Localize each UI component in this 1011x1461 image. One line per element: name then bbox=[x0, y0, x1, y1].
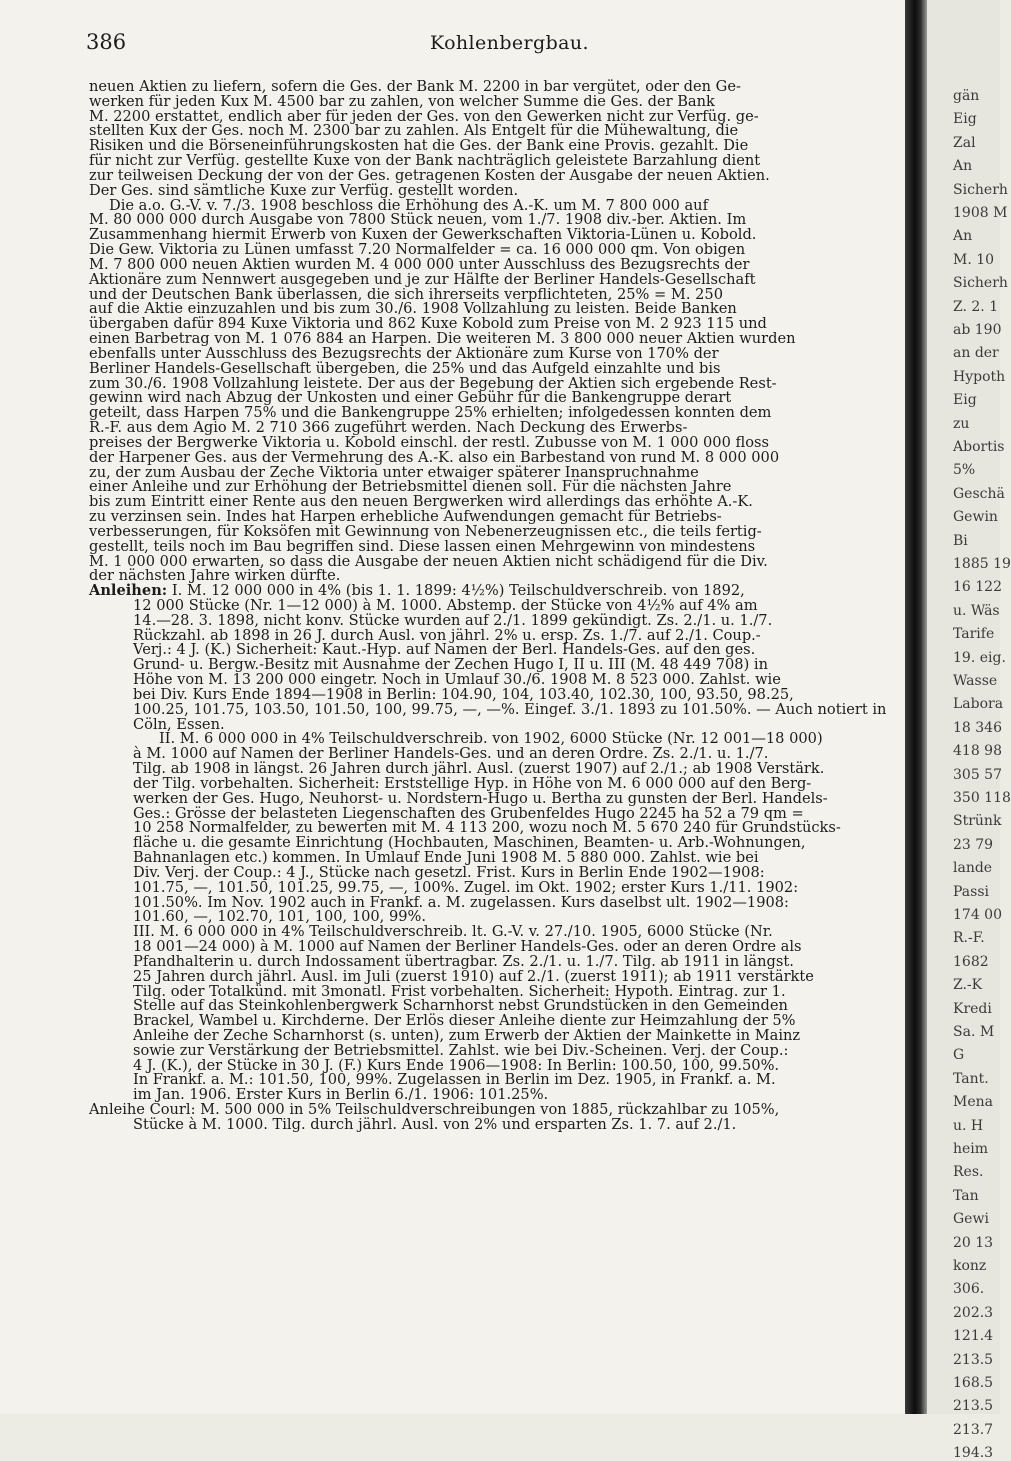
adjacent-page-fragment: 5% bbox=[953, 462, 976, 479]
text-line: à M. 1000 auf Namen der Berliner Handels-Ges. und an deren Ordre. Zs. 2./1. u. 1./7. bbox=[133, 745, 769, 763]
text-line: 10 258 Normalfelder, zu bewerten mit M. 4 113 200, wozu noch M. 5 670 240 für Grundstücks- bbox=[133, 819, 841, 837]
text-line: Tilg. oder Totalkünd. mit 3monatl. Frist vorbehalten. Sicherheit: Hypoth. Eintrag. zur 1. bbox=[133, 982, 786, 1000]
section-heading: Anleihen: bbox=[89, 582, 168, 600]
adjacent-page-fragment: Tan bbox=[953, 1187, 979, 1204]
text-line: 12 000 Stücke (Nr. 1—12 000) à M. 1000. Abstemp. der Stücke von 4½% auf 4% am bbox=[133, 596, 758, 614]
adjacent-page-fragment: 168.5 bbox=[953, 1375, 994, 1391]
text-line: M. 2200 erstattet, endlich aber für jeden der Ges. von den Gewerken nicht zur Verfüg. ge- bbox=[89, 107, 759, 125]
text-line: Der Ges. sind sämtliche Kuxe zur Verfüg. gestellt worden. bbox=[89, 181, 519, 199]
text-line: 100.25, 101.75, 103.50, 101.50, 100, 99.75, —, —%. Eingef. 3./1. 1893 zu 101.50%. — Auch notiert in bbox=[133, 700, 887, 718]
text-line: Stelle auf das Steinkohlenbergwerk Scharnhorst nebst Grundstücken in den Gemeinden bbox=[133, 997, 788, 1015]
text-line: Brackel, Wambel u. Kirchderne. Der Erlös dieser Anleihe diente zur Heimzahlung der 5% bbox=[133, 1012, 796, 1030]
adjacent-page-fragment: G bbox=[953, 1047, 965, 1064]
text-line: gestellt, teils noch im Bau begriffen sind. Diese lassen einen Mehrgewinn von mindestens bbox=[89, 537, 756, 555]
adjacent-page-fragment: Bi bbox=[953, 532, 968, 549]
text-line: Bahnanlagen etc.) kommen. In Umlauf Ende Juni 1908 M. 5 880 000. Zahlst. wie bei bbox=[133, 849, 759, 867]
text-line: Stücke à M. 1000. Tilg. durch jährl. Ausl. von 2% und ersparten Zs. 1. 7. auf 2./1. bbox=[133, 1115, 737, 1133]
text-line: Rückzahl. ab 1898 in 26 J. durch Ausl. von jährl. 2% u. ersp. Zs. 1./7. auf 2./1. Coup.- bbox=[133, 626, 761, 644]
text-line: werken der Ges. Hugo, Neuhorst- u. Nordstern-Hugo u. Bertha zu gunsten der Berl. Handels- bbox=[133, 789, 828, 807]
adjacent-page-fragment: 174 00 bbox=[953, 907, 1002, 923]
text-line: sowie zur Verstärkung der Betriebsmittel. Zahlst. wie bei Div.-Scheinen. Verj. der Coup.: bbox=[133, 1041, 789, 1059]
text-line: II. M. 6 000 000 in 4% Teilschuldverschreib. von 1902, 6000 Stücke (Nr. 12 001—18 000) bbox=[159, 730, 823, 748]
adjacent-page-fragment: R.-F. bbox=[953, 930, 985, 947]
text-line: im Jan. 1906. Erster Kurs in Berlin 6./1. 1906: 101.25%. bbox=[133, 1086, 549, 1104]
text-line: zu verzinsen sein. Indes hat Harpen erhebliche Aufwendungen gemacht für Betriebs- bbox=[89, 508, 722, 526]
book-gutter bbox=[905, 0, 927, 1414]
text-line: Pfandhalterin u. durch Indossament übertragbar. Zs. 2./1. u. 1./7. Tilg. ab 1911 in längst. bbox=[133, 952, 794, 970]
adjacent-page-fragment: 16 122 bbox=[953, 579, 1002, 596]
adjacent-page-fragment: ab 190 bbox=[953, 322, 1002, 338]
adjacent-page-fragment: gän bbox=[953, 88, 980, 104]
text-line: bei Div. Kurs Ende 1894—1908 in Berlin: 104.90, 104, 103.40, 102.30, 100, 93.50, 98.25, bbox=[133, 685, 794, 703]
adjacent-page-fragment: Labora bbox=[953, 696, 1004, 713]
text-line: der nächsten Jahre wirken dürfte. bbox=[89, 567, 341, 585]
adjacent-page-fragment: 306. bbox=[953, 1281, 985, 1298]
text-line: Cöln, Essen. bbox=[133, 715, 225, 733]
text-line: Tilg. ab 1908 in längst. 26 Jahren durch jährl. Ausl. (zuerst 1907) auf 2./1.; ab 1908 Verstärk. bbox=[133, 760, 825, 778]
text-line: Höhe von M. 13 200 000 eingetr. Noch in Umlauf 30./6. 1908 M. 8 523 000. Zahlst. wie bbox=[133, 671, 781, 689]
adjacent-page-fragment: Abortis bbox=[953, 439, 1005, 455]
text-line: Aktionäre zum Nennwert ausgegeben und je zur Hälfte der Berliner Handels-Gesellschaft bbox=[89, 270, 756, 288]
text-line: Anleihen: I. M. 12 000 000 in 4% (bis 1. 1. 1899: 4½%) Teilschuldverschreib. von 1892, bbox=[89, 582, 745, 600]
adjacent-page-fragment: 18 346 bbox=[953, 719, 1002, 736]
adjacent-page-fragment: zu bbox=[953, 415, 970, 432]
text-line: 14.—28. 3. 1898, nicht konv. Stücke wurden auf 2./1. 1899 gekündigt. Zs. 2./1. u. 1./7. bbox=[133, 611, 773, 629]
adjacent-page-fragment: 213.5 bbox=[953, 1351, 994, 1368]
text-line: neuen Aktien zu liefern, sofern die Ges. der Bank M. 2200 in bar vergütet, oder den Ge- bbox=[89, 78, 741, 95]
adjacent-page-fragment: Sicherh bbox=[953, 275, 1008, 292]
adjacent-page-fragment: Z. 2. 1 bbox=[953, 298, 999, 315]
text-line: 25 Jahren durch jährl. Ausl. im Juli (zuerst 1910) auf 2./1. (zuerst 1911); ab 1911 verstärkte bbox=[133, 967, 814, 985]
adjacent-page-fragment: Gewin bbox=[953, 509, 998, 526]
text-line: auf die Aktie einzuzahlen und bis zum 30./6. 1908 Vollzahlung zu leisten. Beide Banken bbox=[89, 300, 737, 318]
adjacent-page-fragment: 19. eig. bbox=[953, 649, 1006, 666]
adjacent-page-fragment: heim bbox=[953, 1141, 989, 1157]
adjacent-page-fragment: 350 118 bbox=[953, 790, 1011, 806]
text-line: bis zum Eintritt einer Rente aus den neuen Bergwerken wird allerdings das erhöhte A.-K. bbox=[89, 493, 753, 511]
text-line: einer Anleihe und zur Erhöhung der Betriebsmittel dienen soll. Für die nächsten Jahre bbox=[89, 478, 732, 496]
adjacent-page-fragment: 20 13 bbox=[953, 1234, 994, 1251]
text-line: für nicht zur Verfüg. gestellte Kuxe von der Bank nachträglich geleistete Barzahlung dient bbox=[89, 152, 761, 170]
text-line: R.-F. aus dem Agio M. 2 710 366 zugeführt werden. Nach Deckung des Erwerbs- bbox=[89, 419, 688, 437]
adjacent-page-fragment: Tant. bbox=[953, 1070, 989, 1087]
text-line: fläche u. die gesamte Einrichtung (Hochbauten, Maschinen, Beamten- u. Arb.-Wohnungen, bbox=[133, 834, 806, 852]
text-line: übergaben dafür 894 Kuxe Viktoria und 862 Kuxe Kobold zum Preise von M. 2 923 115 und bbox=[89, 315, 767, 333]
adjacent-page-fragment: Sicherh bbox=[953, 181, 1008, 198]
text-line: zur teilweisen Deckung der von der Ges. getragenen Kosten der Ausgabe der neuen Aktien. bbox=[89, 166, 770, 184]
text-line: 4 J. (K.), der Stücke in 30 J. (F.) Kurs Ende 1906—1908: In Berlin: 100.50, 100, 99.50%. bbox=[133, 1056, 780, 1074]
adjacent-page-fragment: 23 79 bbox=[953, 836, 994, 853]
adjacent-page-fragment: Eig bbox=[953, 392, 977, 409]
text-line: stellten Kux der Ges. noch M. 2300 bar zu zahlen. Als Entgelt für die Mühewaltung, die bbox=[89, 122, 739, 140]
adjacent-page-fragment: konz bbox=[953, 1258, 987, 1274]
adjacent-page-fragment: Hypoth bbox=[953, 368, 1006, 385]
adjacent-page-fragment: 1682 bbox=[953, 953, 989, 970]
text-line: In Frankf. a. M.: 101.50, 100, 99%. Zugelassen in Berlin im Dez. 1905, in Frankf. a. M. bbox=[133, 1071, 776, 1089]
running-title: Kohlenbergbau. bbox=[430, 32, 589, 54]
adjacent-page-fragment: Tarife bbox=[953, 626, 995, 643]
text-line: Ges.: Grösse der belasteten Liegenschaften des Grubenfeldes Hugo 2245 ha 52 a 79 qm = bbox=[133, 804, 804, 822]
text-line: III. M. 6 000 000 in 4% Teilschuldverschreib. lt. G.-V. v. 27./10. 1905, 6000 Stücke (Nr. bbox=[133, 923, 773, 941]
adjacent-page-fragment: 213.7 bbox=[953, 1421, 994, 1438]
text-line: Anleihe der Zeche Scharnhorst (s. unten), zum Erwerb der Aktien der Mainkette in Mainz bbox=[133, 1027, 801, 1044]
text-line: zu, der zum Ausbau der Zeche Viktoria unter etwaiger späterer Inanspruchnahme bbox=[89, 463, 699, 481]
page-number: 386 bbox=[86, 30, 127, 54]
text-line: Zusammenhang hiermit Erwerb von Kuxen der Gewerkschaften Viktoria-Lünen u. Kobold. bbox=[89, 226, 757, 244]
text-line: werken für jeden Kux M. 4500 bar zu zahlen, von welcher Summe die Ges. der Bank bbox=[89, 92, 715, 110]
adjacent-page-fragment: 121.4 bbox=[953, 1328, 994, 1345]
text-line: Verj.: 4 J. (K.) Sicherheit: Kaut.-Hyp. auf Namen der Berl. Handels-Ges. auf den ges. bbox=[133, 641, 756, 659]
adjacent-page-fragment: u. H bbox=[953, 1117, 984, 1134]
text-line: 101.50%. Im Nov. 1902 auch in Frankf. a. M. zugelassen. Kurs daselbst ult. 1902—1908: bbox=[133, 893, 789, 911]
adjacent-page-fragment: 202.3 bbox=[953, 1304, 994, 1321]
text-line: und der Deutschen Bank überlassen, die sich ihrerseits verpflichteten, 25% = M. 250 bbox=[89, 285, 723, 303]
adjacent-page-fragment: Wasse bbox=[953, 673, 998, 689]
text-line: zum 30./6. 1908 Vollzahlung leistete. Der aus der Begebung der Aktien sich ergebende Rest- bbox=[89, 374, 777, 392]
adjacent-page-fragment: 1908 M bbox=[953, 205, 1008, 221]
text-line: gewinn wird nach Abzug der Unkosten und einer Gebühr für die Bankengruppe derart bbox=[89, 389, 732, 407]
page-header bbox=[86, 30, 896, 58]
adjacent-page-fragment: 1885 19 bbox=[953, 556, 1011, 572]
text-line: verbesserungen, für Koksöfen mit Gewinnung von Nebenerzeugnissen etc., die teils fertig- bbox=[89, 522, 762, 540]
text-line: der Harpener Ges. aus der Vermehrung des A.-K. also ein Barbestand von rund M. 8 000 000 bbox=[89, 448, 780, 466]
adjacent-page-fragment: Passi bbox=[953, 883, 989, 900]
adjacent-page-fragment: Gewi bbox=[953, 1211, 989, 1228]
text-line: preises der Bergwerke Viktoria u. Kobold einschl. der restl. Zubusse von M. 1 000 000 floss bbox=[89, 433, 769, 451]
text-line: Div. Verj. der Coup.: 4 J., Stücke nach gesetzl. Frist. Kurs in Berlin Ende 1902—1908: bbox=[133, 863, 765, 881]
adjacent-page-fragment: Strünk bbox=[953, 813, 1002, 830]
text-line: Die Gew. Viktoria zu Lünen umfasst 7.20 Normalfelder = ca. 16 000 000 qm. Von obigen bbox=[89, 241, 746, 259]
text-line: M. 80 000 000 durch Ausgabe von 7800 Stück neuen, vom 1./7. 1908 div.-ber. Aktien. Im bbox=[89, 211, 747, 229]
adjacent-page-fragment: lande bbox=[953, 860, 993, 877]
adjacent-page-fragment: Res. bbox=[953, 1164, 984, 1181]
adjacent-page-fragment: u. Wäs bbox=[953, 602, 1000, 619]
text-line: einen Barbetrag von M. 1 076 884 an Harpen. Die weiteren M. 3 800 000 neuer Aktien wurden bbox=[89, 330, 796, 348]
text-line: Berliner Handels-Gesellschaft übergeben, die 25% und das Aufgeld einzahlte und bis bbox=[89, 359, 721, 377]
text-line: ebenfalls unter Ausschluss des Bezugsrechts der Aktionäre zum Kurse von 170% der bbox=[89, 344, 719, 362]
adjacent-page-edge bbox=[927, 0, 1011, 1461]
adjacent-page-fragment: Mena bbox=[953, 1094, 993, 1111]
adjacent-page-fragment: An bbox=[953, 158, 973, 175]
text-line: 101.75, —, 101.50, 101.25, 99.75, —, 100%. Zugel. im Okt. 1902; erster Kurs 1./11. 1902: bbox=[133, 878, 799, 896]
adjacent-page-fragment: Geschä bbox=[953, 485, 1005, 502]
article-body bbox=[89, 80, 895, 1133]
text-line: Anleihe Courl: M. 500 000 in 5% Teilschuldverschreibungen von 1885, rückzahlbar zu 105%, bbox=[89, 1101, 780, 1119]
adjacent-page-fragment: M. 10 bbox=[953, 251, 995, 268]
text-line: Grund- u. Bergw.-Besitz mit Ausnahme der Zechen Hugo I, II u. III (M. 48 449 708) in bbox=[133, 656, 768, 674]
adjacent-page-fragment: Kredi bbox=[953, 1000, 992, 1017]
text-line: Risiken und die Börseneinführungskosten hat die Ges. der Bank eine Provis. gezahlt. Die bbox=[89, 137, 749, 155]
adjacent-page-fragment: an der bbox=[953, 345, 999, 362]
text-line: M. 7 800 000 neuen Aktien wurden M. 4 000 000 unter Ausschluss des Bezugsrechts der bbox=[89, 255, 750, 273]
adjacent-page-fragment: Zal bbox=[953, 134, 976, 151]
adjacent-page-fragment: An bbox=[953, 228, 973, 245]
text-line: geteilt, dass Harpen 75% und die Bankengruppe 25% erhielten; infolgedessen konnten dem bbox=[89, 404, 772, 422]
text-line: Die a.o. G.-V. v. 7./3. 1908 beschloss die Erhöhung des A.-K. um M. 7 800 000 auf bbox=[109, 196, 708, 214]
adjacent-page-fragment: 213.5 bbox=[953, 1398, 994, 1415]
adjacent-page-fragment: Eig bbox=[953, 111, 977, 128]
text-line: 18 001—24 000) à M. 1000 auf Namen der Berliner Handels-Ges. oder an deren Ordre als bbox=[133, 938, 802, 956]
adjacent-page-fragment: 305 57 bbox=[953, 766, 1002, 783]
text-line: 101.60, —, 102.70, 101, 100, 100, 99%. bbox=[133, 908, 427, 926]
text-line: der Tilg. vorbehalten. Sicherheit: Erststellige Hyp. in Höhe von M. 6 000 000 auf den Berg- bbox=[133, 774, 812, 792]
adjacent-page-fragment: 418 98 bbox=[953, 743, 1002, 760]
adjacent-page-fragment: Z.-K bbox=[953, 977, 983, 994]
adjacent-page-fragment: 194.3 bbox=[953, 1445, 994, 1461]
text-line: M. 1 000 000 erwarten, so dass die Ausgabe der neuen Aktien nicht schädigend für die Div. bbox=[89, 552, 768, 570]
adjacent-page-fragment: Sa. M bbox=[953, 1024, 995, 1040]
